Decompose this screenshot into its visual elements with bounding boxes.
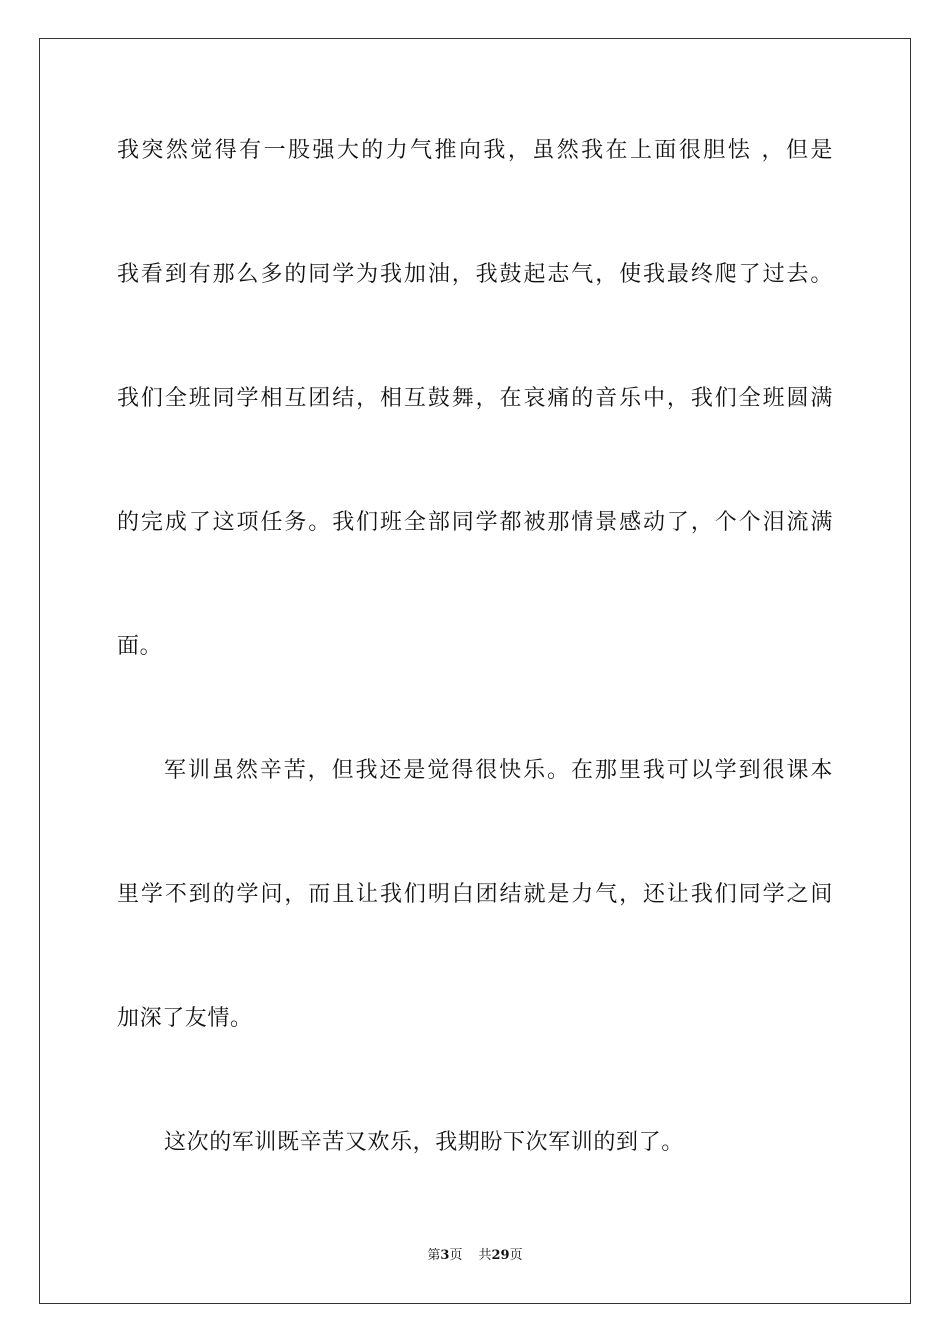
total-suffix: 页	[509, 1248, 523, 1263]
text-line-4: 的完成了这项任务。我们班全部同学都被那情景感动了，个个泪流满	[117, 510, 833, 535]
text-line-3: 我们全班同学相互团结，相互鼓舞，在哀痛的音乐中，我们全班圆满	[117, 386, 833, 411]
text-line-5: 面。	[117, 634, 163, 659]
text-line-7: 里学不到的学问，而且让我们明白团结就是力气，还让我们同学之间	[117, 882, 833, 907]
page-prefix: 第	[427, 1248, 441, 1263]
page-footer	[0, 1247, 950, 1265]
text-line-6: 军训虽然辛苦，但我还是觉得很快乐。在那里我可以学到很课本	[164, 758, 833, 783]
text-line-2: 我看到有那么多的同学为我加油，我鼓起志气，使我最终爬了过去。	[117, 262, 833, 287]
text-line-8: 加深了友情。	[117, 1006, 253, 1031]
text-line-1: 我突然觉得有一股强大的力气推向我，虽然我在上面很胆怯 ，但是	[117, 138, 833, 163]
total-prefix: 共	[478, 1248, 492, 1263]
page-border	[39, 38, 911, 1304]
total-page-count: 29	[491, 1248, 510, 1263]
page-suffix: 页	[449, 1248, 463, 1263]
current-page-number: 3	[440, 1248, 450, 1263]
text-line-9: 这次的军训既辛苦又欢乐，我期盼下次军训的到了。	[164, 1130, 684, 1155]
